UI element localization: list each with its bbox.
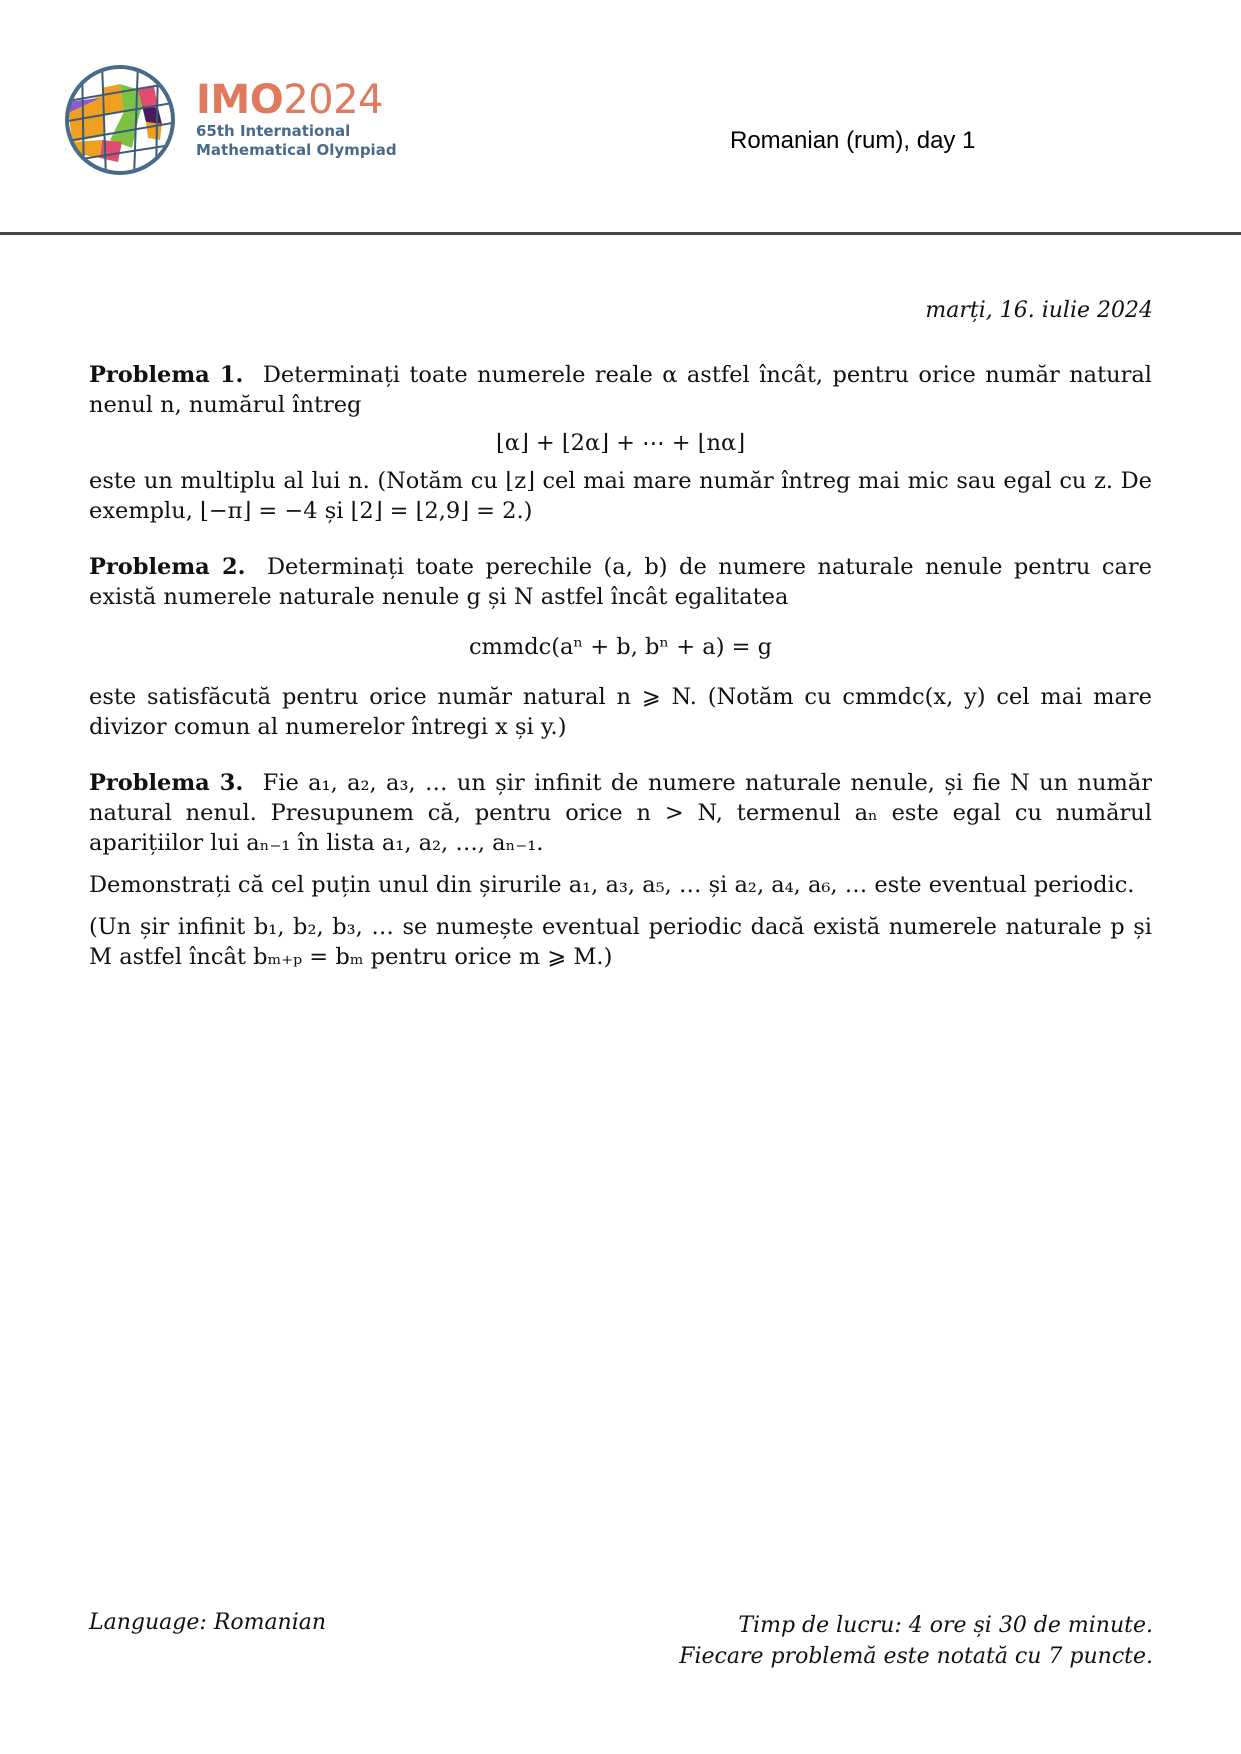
problem-2-label: Problema 2. xyxy=(89,554,246,580)
problem-1-label: Problema 1. xyxy=(89,362,244,388)
problem-3-text-3: (Un șir infinit b₁, b₂, b₃, … se numește eventual periodic dacă există numerele naturale p și M astfel încât bₘ₊ₚ = bₘ pentru orice m ⩾ M.) xyxy=(89,914,1152,970)
logo-subtitle-1: 65th International xyxy=(196,122,351,140)
problem-3-text-1: Fie a₁, a₂, a₃, … un șir infinit de numere naturale nenule, și fie N un număr natural nenul. Presupunem că, pentru orice n > N, termenul aₙ este egal cu numărul aparițiilor lui aₙ₋₁ în lista a₁, a₂, …, aₙ₋₁. xyxy=(89,770,1152,856)
imo-logo-text xyxy=(196,78,397,160)
problem-1-formula: ⌊α⌋ + ⌊2α⌋ + ⋯ + ⌊nα⌋ xyxy=(495,430,746,456)
footer-points: Fiecare problemă este notată cu 7 puncte. xyxy=(679,1644,1153,1669)
problem-2-text-1: Determinați toate perechile (a, b) de numere naturale nenule pentru care există numerele naturale nenule g și N astfel încât egalitatea xyxy=(89,554,1152,610)
footer-instructions xyxy=(679,1610,1153,1672)
language-day-header: Romanian (rum), day 1 xyxy=(730,127,976,154)
header-divider xyxy=(0,232,1241,235)
imo-logo-emblem xyxy=(62,62,178,178)
footer-language: Language: Romanian xyxy=(89,1610,327,1635)
problem-3-text-2: Demonstrați că cel puțin unul din șirurile a₁, a₃, a₅, … și a₂, a₄, a₆, … este eventual periodic. xyxy=(89,872,1135,898)
footer-time: Timp de lucru: 4 ore și 30 de minute. xyxy=(738,1613,1153,1638)
logo-subtitle-2: Mathematical Olympiad xyxy=(196,141,397,159)
problems-body xyxy=(89,360,1152,972)
problem-3-statement xyxy=(89,768,1152,858)
problem-1-text-2: este un multiplu al lui n. (Notăm cu ⌊z⌋ cel mai mare număr întreg mai mic sau egal cu z. De exemplu, ⌊−π⌋ = −4 și ⌊2⌋ = ⌊2,9⌋ = 2.) xyxy=(89,468,1152,524)
problem-2-text-2: este satisfăcută pentru orice număr natural n ⩾ N. (Notăm cu cmmdc(x, y) cel mai mare divizor comun al numerelor întregi x și y.) xyxy=(89,684,1152,740)
problem-1-statement xyxy=(89,360,1152,420)
exam-date: marți, 16. iulie 2024 xyxy=(925,298,1153,323)
problem-3-label: Problema 3. xyxy=(89,770,244,796)
problem-2-statement xyxy=(89,552,1152,612)
problem-1-text-1: Determinați toate numerele reale α astfel încât, pentru orice număr natural nenul n, numărul întreg xyxy=(89,362,1152,418)
logo-title: IMO2024 xyxy=(196,77,383,123)
problem-2-formula: cmmdc(aⁿ + b, bⁿ + a) = g xyxy=(468,634,773,660)
